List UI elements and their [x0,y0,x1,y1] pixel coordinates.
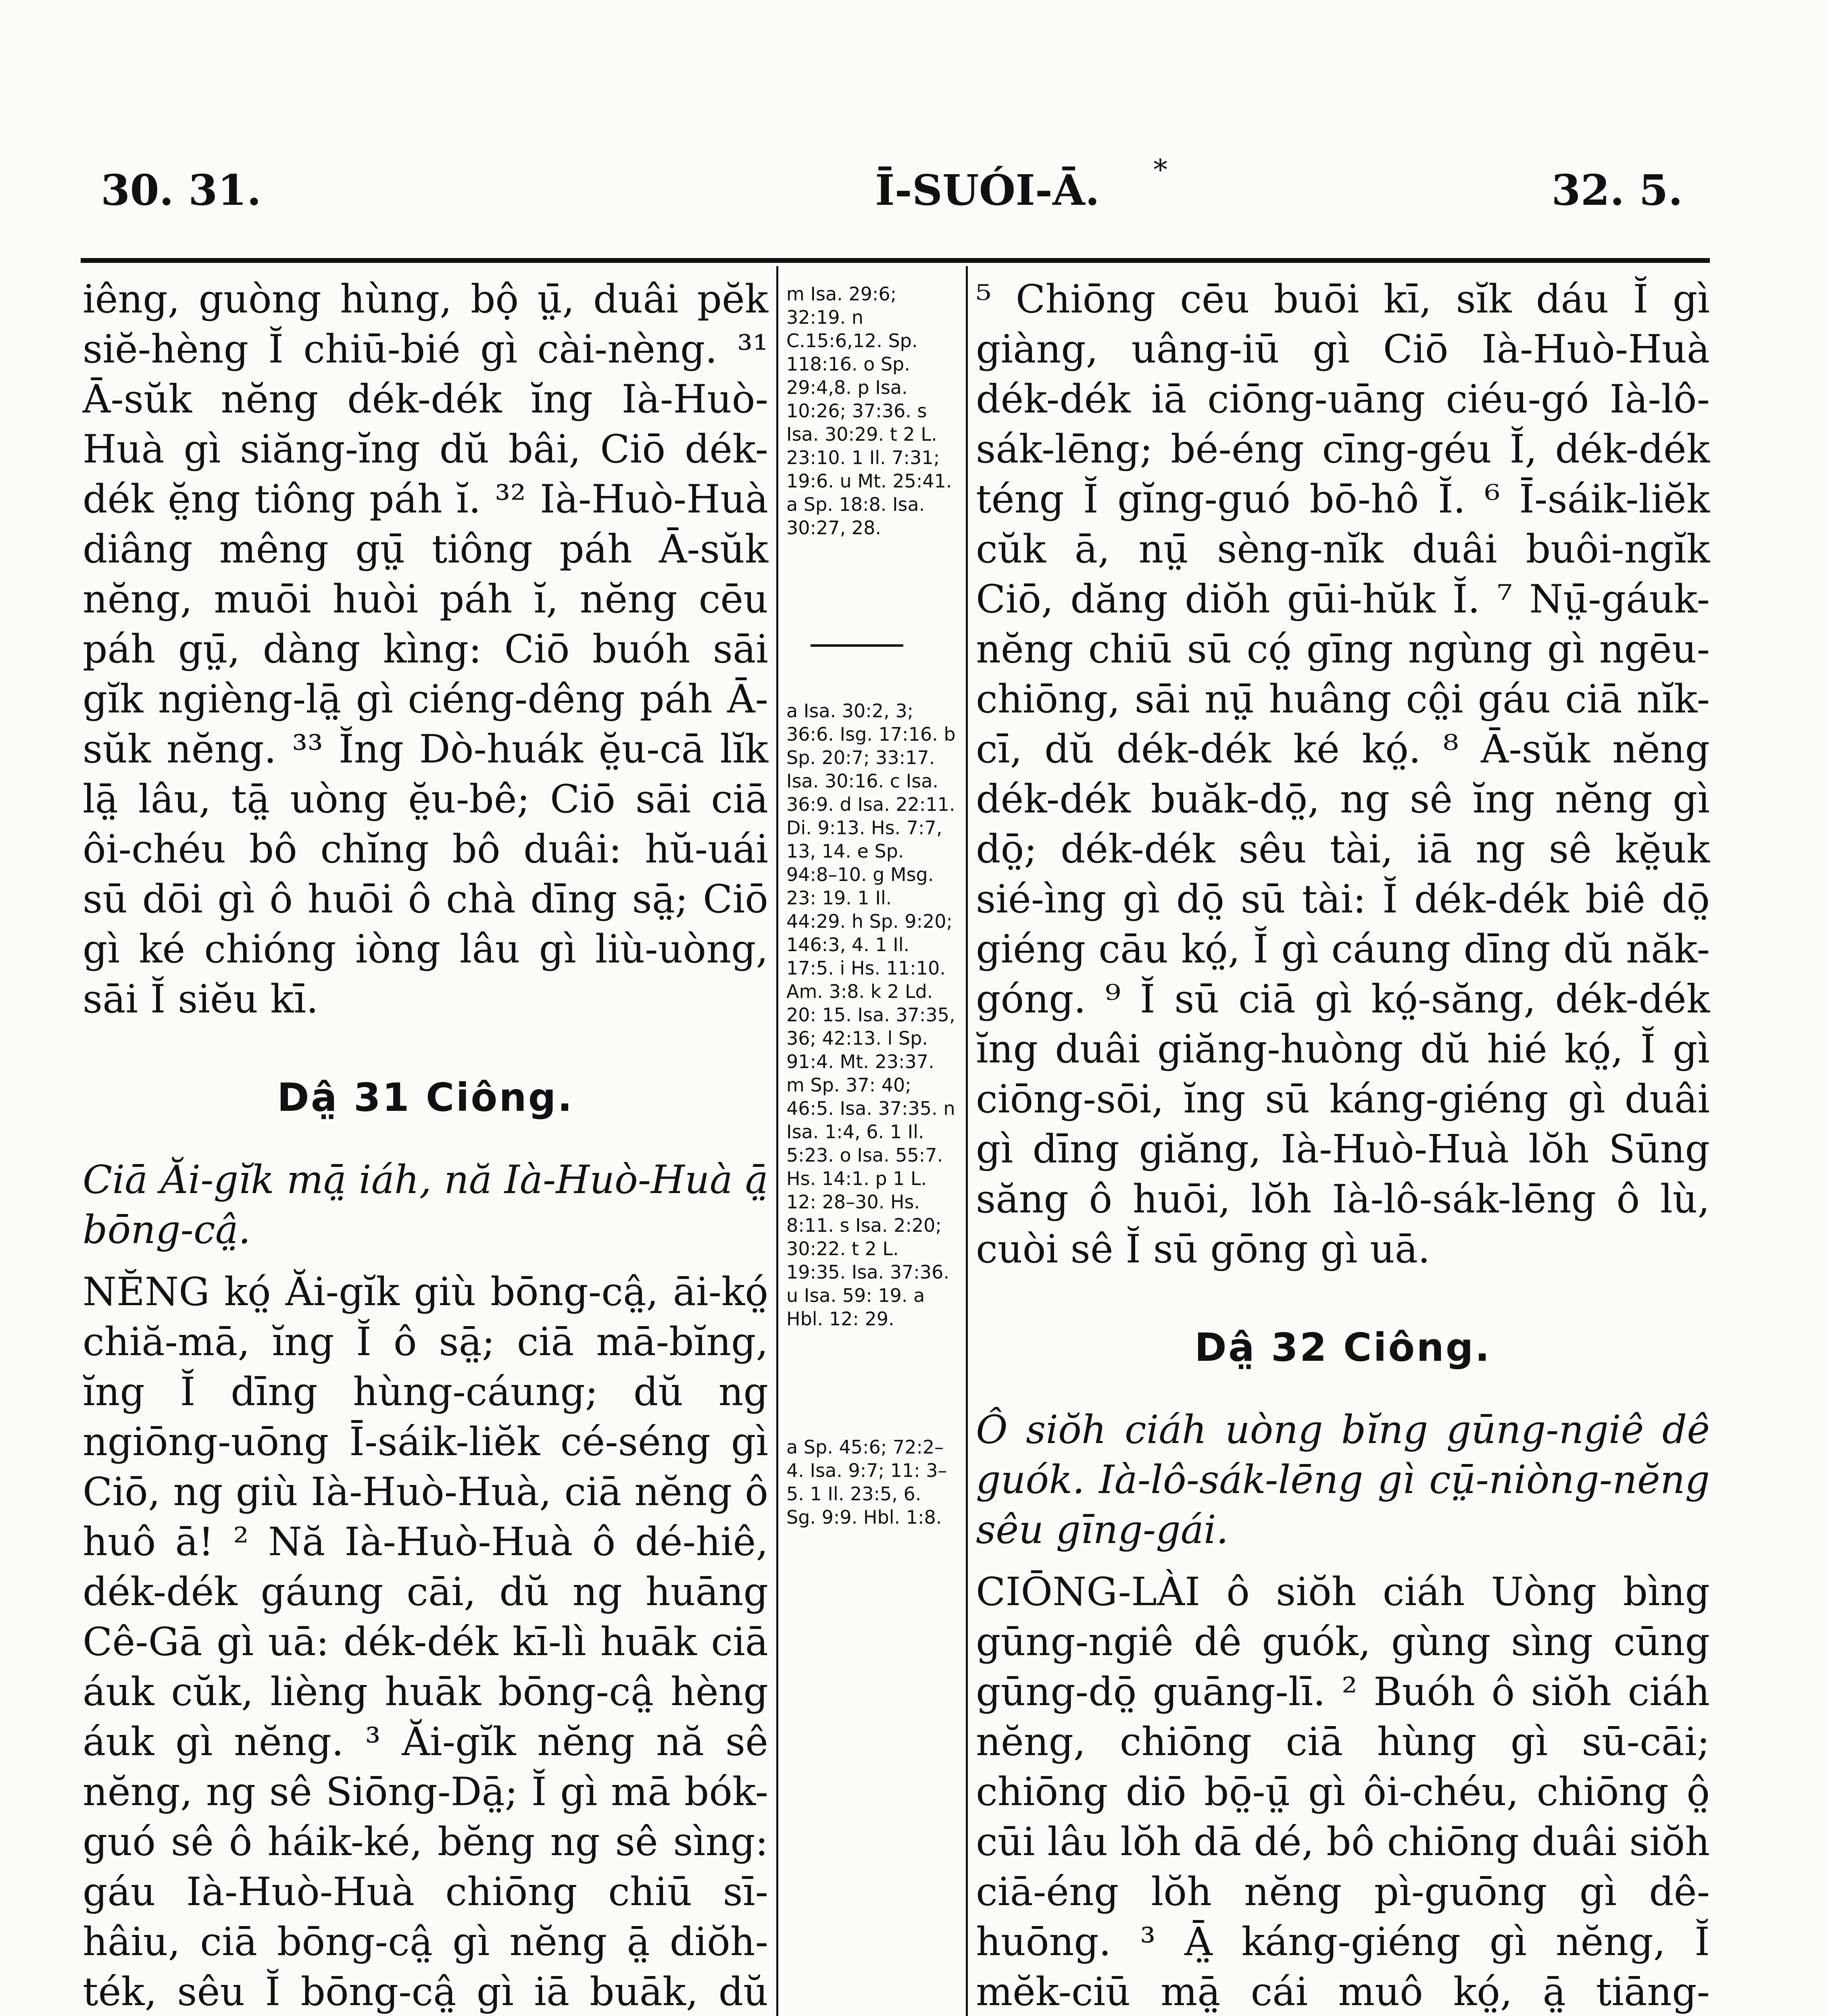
header-book-title: Ī-SUÓI-Ā. [875,165,1100,215]
cross-reference-divider [811,644,903,647]
chapter-31-heading: Dâ̤ 31 Ciông. [277,1075,574,1120]
cross-reference-column [786,282,956,1634]
right-paragraph-2: CIŌNG-LÀI ô siŏh ciáh Uòng bìng gūng-ngiê dê guók, gùng sìng cūng gūng-dō̤ guāng-lī. ² Buóh ô siŏh ciáh nĕng, chiōng ciā hùng gì sū-cāi; chiōng diō bō̤-ṳ̄ gì ôi-chéu, chiōng ô̤ cūi lâu lŏh dā dé, bô chiōng duâi siŏh ciā-éng lŏh nĕng pì-guōng gì dê-huōng. ³ Ā̤ káng-giéng gì nĕng, Ĭ mĕk-ciū mā̤ cái muô kó̤, ā̤ tiāng- [976,1569,1710,2014]
header-chapter-range-left: 30. 31. [101,165,262,215]
chapter-32-heading: Dâ̤ 32 Ciông. [1194,1325,1491,1370]
column-divider-right [966,266,968,2016]
cross-reference-block-2: a Isa. 30:2, 3; 36:6. Isg. 17:16. b Sp. 20:7; 33:17. Isa. 30:16. c Isa. 36:9. d Isa. 22:11. Di. 9:13. Hs. 7:7, 13, 14. e Sp. 94:8–10. g Msg. 23: 19. 1 Il. 44:29. h Sp. 9:20; 146:3, 4. 1 Il. 17:5. i Hs. 11:10. Am. 3:8. k 2 Ld. 20: 15. Isa. 37:35, 36; 42:13. l Sp. 91:4. Mt. 23:37. m Sp. 37: 40; 46:5. Isa. 37:35. n Isa. 1:4, 6. 1 Il. 5:23. o Isa. 55:7. Hs. 14:1. p 1 L. 12: 28–30. Hs. 8:11. s Isa. 2:20; 30:22. t 2 L. 19:35. Isa. 37:36. u Isa. 59: 19. a Hbl. 12: 29. [786,700,956,1330]
header-rule [81,258,1710,263]
chapter-32-summary: Ô siŏh ciáh uòng bĭng gūng-ngiê dê guók. Ià-lô-sák-lēng gì cṳ̄-niòng-nĕng sêu gīng-gái. [976,1407,1710,1552]
right-paragraph-1: ⁵ Chiōng cēu buōi kī, sĭk dáu Ĭ gì giàng, uâng-iū gì Ciō Ià-Huò-Huà dék-dék iā ciōng-uāng ciéu-gó Ià-lô-sák-lēng; bé-éng cīng-géu Ĭ, dék-dék téng Ĭ gĭng-guó bō-hô Ĭ. ⁶ Ī-sáik-liĕk cŭk ā, nṳ̄ sèng-nĭk duâi buôi-ngĭk Ciō, dăng diŏh gūi-hŭk Ĭ. ⁷ Nṳ̄-gáuk-nĕng chiū sū có̤ gīng ngùng gì ngēu-chiōng, sāi nṳ̄ huâng cô̤i gáu ciā nĭk-cī, dŭ dék-dék ké kó̤. ⁸ Ā-sŭk nĕng dék-dék buăk-dō̤, ng sê ĭng nĕng gì dō̤; dék-dék sêu tài, iā ng sê kĕ̤uk sié-ìng gì dō̤ sū tài: Ĭ dék-dék biê dō̤ giéng cāu kó̤, Ĭ gì cáung dīng dŭ năk-góng. ⁹ Ĭ sū ciā gì kó̤-săng, dék-dék ĭng duâi giăng-huòng dŭ hié kó̤, Ĭ gì ciōng-sōi, ĭng sū káng-giéng gì duâi gì dīng giăng, Ià-Huò-Huà lŏh Sūng săng ô huōi, lŏh Ià-lô-sák-lēng ô lù, cuòi sê Ĭ sū gōng gì uā. [976,277,1710,1272]
left-text-column [83,274,768,2016]
left-paragraph-2: NĔNG kó̤ Ăi-gĭk giù bōng-câ̤, āi-kó̤ chiă-mā, ĭng Ĭ ô sā̤; ciā mā-bĭng, ĭng Ĭ dīng hùng-cáung; dŭ ng ngiōng-uōng Ī-sáik-liĕk cé-séng gì Ciō, ng giù Ià-Huò-Huà, ciā nĕng ô huô ā! ² Nă Ià-Huò-Huà ô dé-hiê, dék-dék gáung cāi, dŭ ng huāng Cê-Gā gì uā: dék-dék kī-lì huāk ciā áuk cŭk, lièng huāk bōng-câ̤ hèng áuk gì nĕng. ³ Ăi-gĭk nĕng nă sê nĕng, ng sê Siōng-Dā̤; Ĭ gì mā bók-guó sê ô háik-ké, bĕng ng sê sìng: gáu Ià-Huò-Huà chiōng chiū sī-hâiu, ciā bōng-câ̤ gì nĕng ā̤ diŏh-ték, sêu Ĭ bōng-câ̤ gì iā buāk, dŭ [83,1269,768,2014]
header-chapter-range-right: 32. 5. [1551,165,1683,215]
column-divider-left [776,266,778,2016]
chapter-31-summary: Ciā Ăi-gĭk mā̤ iáh, nă Ià-Huò-Huà ā̤ bōng-câ̤. [83,1157,768,1252]
cross-reference-block-1: m Isa. 29:6; 32:19. n C.15:6,12. Sp. 118:16. o Sp. 29:4,8. p Isa. 10:26; 37:36. s Isa. 30:29. t 2 L. 23:10. 1 Il. 7:31; 19:6. u Mt. 25:41. a Sp. 18:8. Isa. 30:27, 28. [786,283,952,539]
printer-mark: * [1153,153,1167,186]
left-paragraph-1: iêng, guòng hùng, bộ ṳ̄, duâi pĕk siĕ-hèng Ĭ chiū-bié gì cài-nèng. ³¹ Ā-sŭk nĕng dék-dék ĭng Ià-Huò-Huà gì siăng-ĭng dŭ bâi, Ciō dék-dék ĕ̤ng tiông páh ĭ. ³² Ià-Huò-Huà diâng mêng gṳ̄ tiông páh Ā-sŭk nĕng, muōi huòi páh ĭ, nĕng cēu páh gṳ̄, dàng kìng: Ciō buóh sāi gĭk ngièng-lā̤ gì ciéng-dêng páh Ā-sŭk nĕng. ³³ Ĭng Dò-huák ĕ̤u-cā lĭk lā̤ lâu, tā̤ uòng ĕ̤u-bê; Ciō sāi ciā ôi-chéu bô chĭng bô duâi: hŭ-uái sū dōi gì ô huōi ô chà dīng sā̤; Ciō gì ké chióng iòng lâu gì liù-uòng, sāi Ĭ siĕu kī. [83,277,768,1022]
running-header [101,165,1683,222]
cross-reference-block-3: a Sp. 45:6; 72:2–4. Isa. 9:7; 11: 3–5. 1 Il. 23:5, 6. Sg. 9:9. Hbl. 1:8. [786,1436,947,1528]
right-text-column [976,274,1710,2016]
